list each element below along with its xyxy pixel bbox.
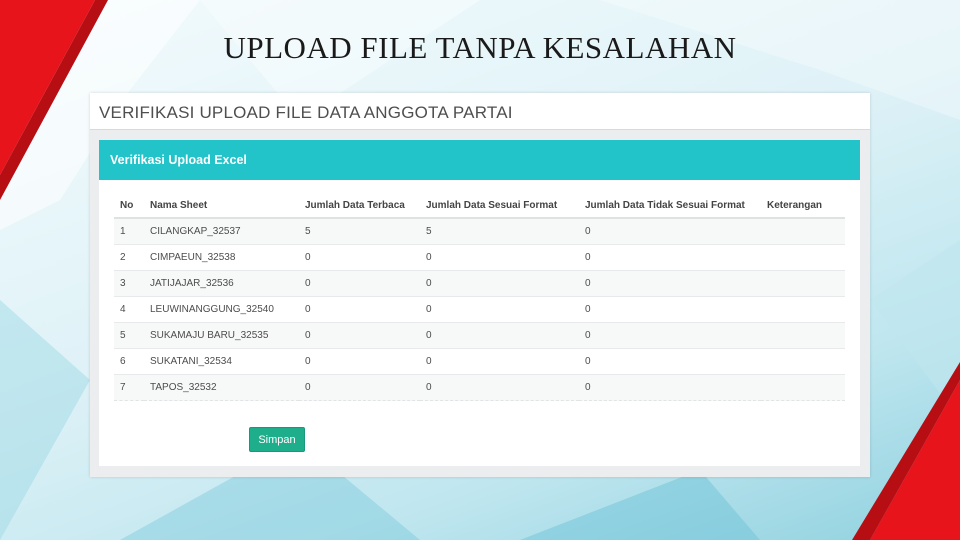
cell-read-count: 5	[299, 218, 420, 245]
cell-sheet-name: LEUWINANGGUNG_32540	[144, 297, 299, 323]
cell-invalid-count: 0	[579, 245, 761, 271]
cell-sheet-name: CIMPAEUN_32538	[144, 245, 299, 271]
cell-invalid-count: 0	[579, 297, 761, 323]
table-row	[114, 323, 845, 349]
column-header-read-count: Jumlah Data Terbaca	[299, 193, 420, 218]
cell-sheet-name: JATIJAJAR_32536	[144, 271, 299, 297]
cell-invalid-count: 0	[579, 349, 761, 375]
page-heading-bar	[90, 93, 870, 130]
cell-no: 5	[114, 323, 144, 349]
verification-table	[114, 193, 845, 401]
cell-notes	[761, 271, 845, 297]
table-row	[114, 375, 845, 401]
cell-no: 4	[114, 297, 144, 323]
table-row	[114, 349, 845, 375]
cell-read-count: 0	[299, 271, 420, 297]
cell-no: 1	[114, 218, 144, 245]
cell-read-count: 0	[299, 323, 420, 349]
page-title: VERIFIKASI UPLOAD FILE DATA ANGGOTA PARTAI	[99, 103, 513, 122]
cell-read-count: 0	[299, 349, 420, 375]
cell-no: 3	[114, 271, 144, 297]
column-header-valid-count: Jumlah Data Sesuai Format	[420, 193, 579, 218]
column-header-no: No	[114, 193, 144, 218]
cell-valid-count: 0	[420, 271, 579, 297]
cell-sheet-name: SUKATANI_32534	[144, 349, 299, 375]
table-row	[114, 271, 845, 297]
cell-read-count: 0	[299, 375, 420, 401]
table-row	[114, 297, 845, 323]
cell-notes	[761, 218, 845, 245]
verification-panel	[99, 140, 860, 466]
column-header-notes: Keterangan	[761, 193, 845, 218]
slide-title: UPLOAD FILE TANPA KESALAHAN	[223, 30, 737, 65]
panel-title: Verifikasi Upload Excel	[110, 153, 247, 167]
table-row	[114, 218, 845, 245]
cell-valid-count: 0	[420, 323, 579, 349]
panel-header	[99, 140, 860, 180]
cell-valid-count: 0	[420, 349, 579, 375]
cell-valid-count: 0	[420, 297, 579, 323]
cell-invalid-count: 0	[579, 323, 761, 349]
cell-read-count: 0	[299, 245, 420, 271]
cell-invalid-count: 0	[579, 271, 761, 297]
cell-notes	[761, 375, 845, 401]
column-header-sheet-name: Nama Sheet	[144, 193, 299, 218]
cell-valid-count: 0	[420, 375, 579, 401]
cell-notes	[761, 349, 845, 375]
cell-sheet-name: TAPOS_32532	[144, 375, 299, 401]
cell-read-count: 0	[299, 297, 420, 323]
save-button[interactable]: Simpan	[249, 427, 305, 452]
cell-no: 6	[114, 349, 144, 375]
cell-sheet-name: CILANGKAP_32537	[144, 218, 299, 245]
cell-valid-count: 5	[420, 218, 579, 245]
column-header-invalid-count: Jumlah Data Tidak Sesuai Format	[579, 193, 761, 218]
cell-notes	[761, 297, 845, 323]
cell-no: 2	[114, 245, 144, 271]
cell-invalid-count: 0	[579, 375, 761, 401]
table-row	[114, 245, 845, 271]
cell-invalid-count: 0	[579, 218, 761, 245]
cell-notes	[761, 323, 845, 349]
cell-notes	[761, 245, 845, 271]
cell-sheet-name: SUKAMAJU BARU_32535	[144, 323, 299, 349]
app-screenshot	[90, 93, 870, 477]
cell-valid-count: 0	[420, 245, 579, 271]
cell-no: 7	[114, 375, 144, 401]
table-header-row	[114, 193, 845, 218]
